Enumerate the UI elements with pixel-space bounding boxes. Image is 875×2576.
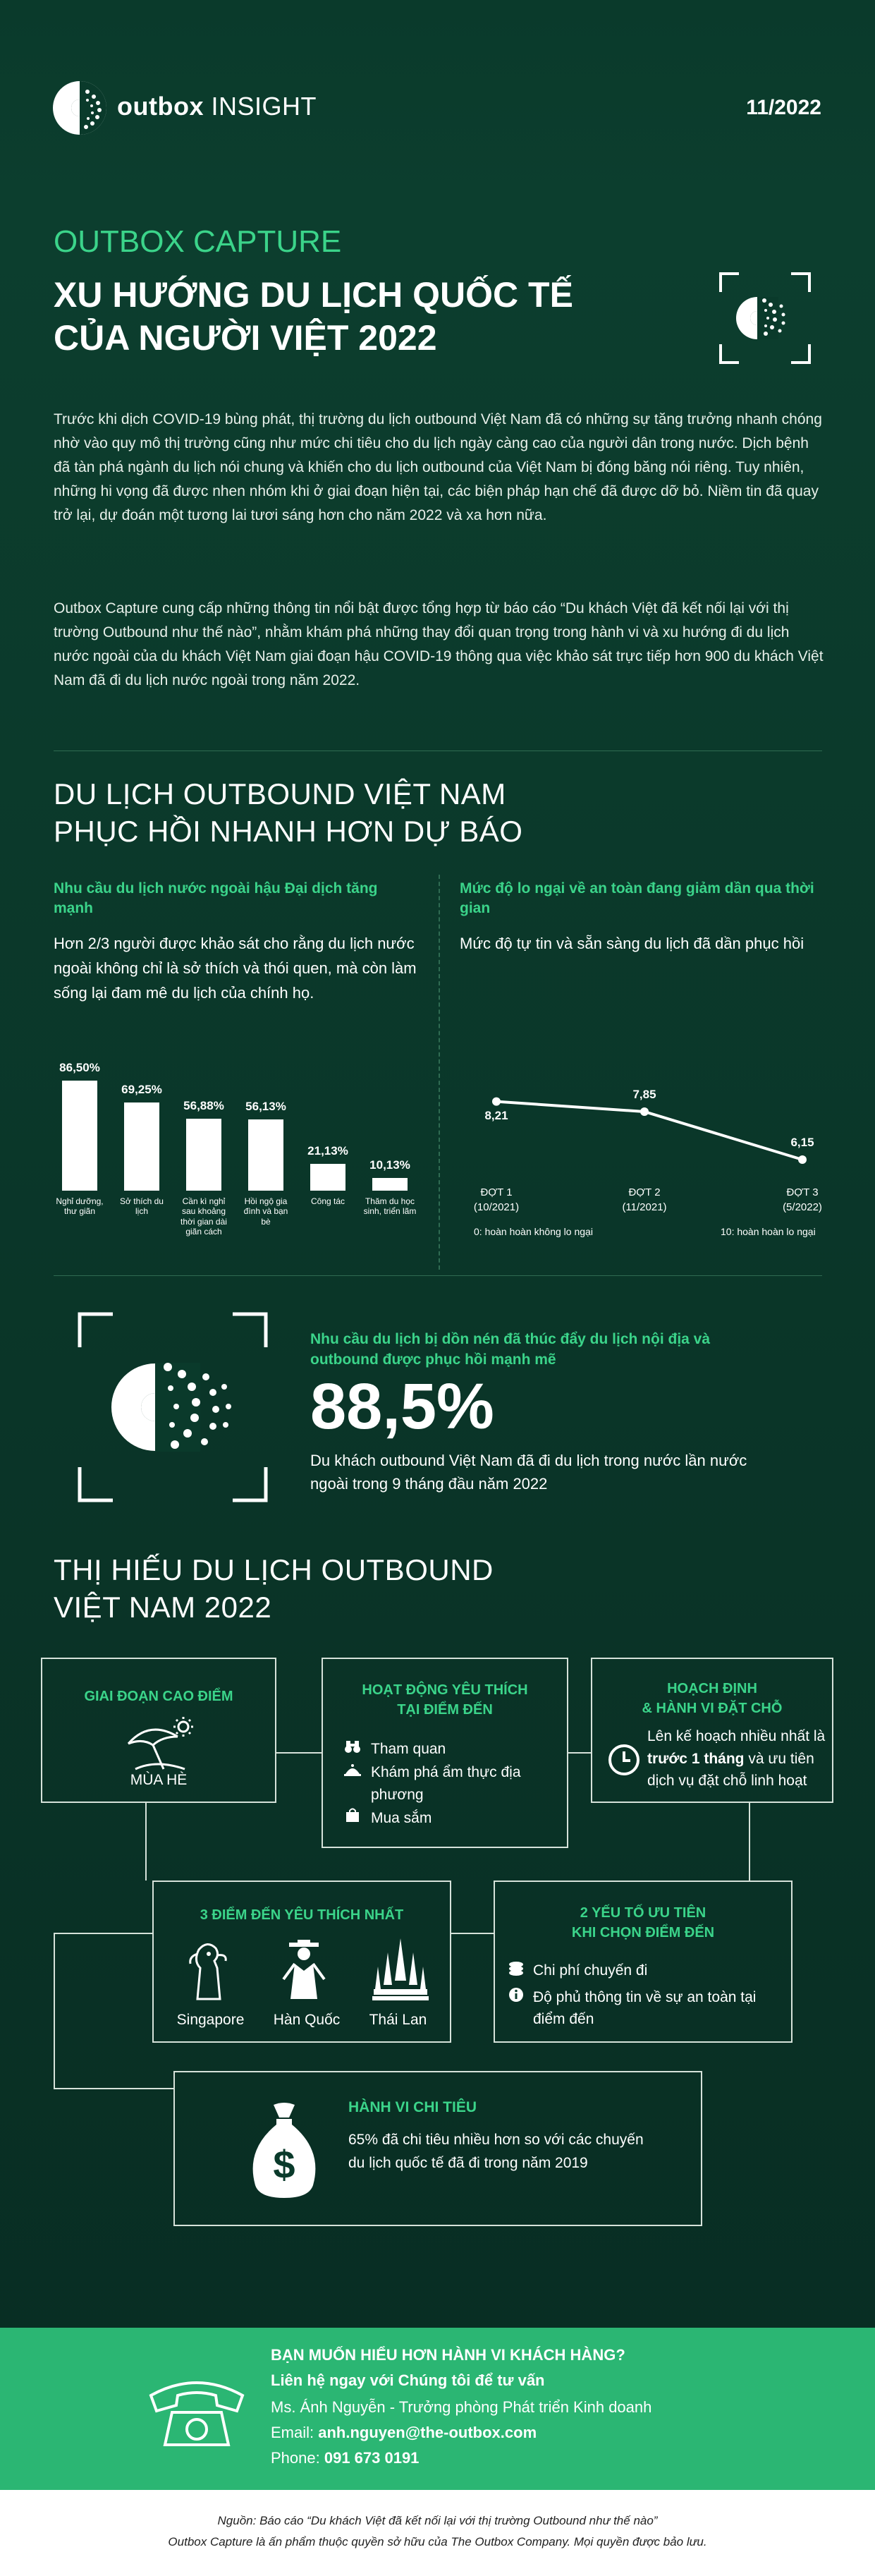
bar [310,1164,345,1191]
intro-paragraph-2: Outbox Capture cung cấp những thông tin nổi bật được tổng hợp từ báo cáo “Du khách Việt đã kết nối lại với thị trường Outbound như thế nào”, nhằm khám phá những thay đổi quan trọng trong hành vi và xu hướng đi du lịch nước ngoài của du khách Việt Nam giai đoạn hậu COVID-19 thông qua việc khảo sát trực tiếp hơn 900 du khách Việt Nam đã đi du lịch nước ngoài trong năm 2022. [54,600,824,689]
peak-label: MÙA HÈ [130,1772,188,1788]
cta-subline: Liên hệ ngay với Chúng tôi để tư vấn [271,2371,545,2389]
demand-body: Hơn 2/3 người được khảo sát cho rằng du lịch nước ngoài không chỉ là sở thích và thói quen, mà còn làm sống lại đam mê du lịch của chính họ. [54,935,417,1002]
category-label: ĐỢT 3 (5/2022) [783,1186,822,1213]
page-title [54,274,573,360]
email-link[interactable]: anh.nguyen@the-outbox.com [318,2424,537,2441]
frame-logo-icon [719,272,811,364]
brand-name [117,92,317,121]
planning-text-a: Lên kế hoạch nhiều nhất là [647,1728,826,1744]
connector [749,1803,750,1881]
bar-value-label: 10,13% [369,1158,410,1172]
activity-label: Mua sắm [371,1809,432,1826]
category-label: ĐỢT 2 (11/2021) [622,1186,667,1213]
phone-label: Phone: [271,2449,324,2467]
clock-icon [608,1744,640,1776]
bar-value-label: 56,88% [183,1098,224,1112]
coins-icon [508,1960,525,1983]
section1-title-line1: DU LỊCH OUTBOUND VIỆT NAM [54,777,506,810]
page-title-line1: XU HƯỚNG DU LỊCH QUỐC TẾ [54,275,573,315]
beach-umbrella-icon [121,1715,199,1772]
peak-heading: GIAI ĐOẠN CAO ĐIỂM [84,1689,233,1704]
demand-heading: Nhu cầu du lịch nước ngoài hậu Đại dịch tăng mạnh [54,880,378,917]
stat-body: Du khách outbound Việt Nam đã đi du lịch trong nước lần nước ngoài trong 9 tháng đầu năm 2022 [310,1452,747,1493]
activities-heading-line1: HOẠT ĐỘNG YÊU THÍCH [362,1682,528,1698]
factors-card [494,1881,793,2043]
issue-date: 11/2022 [746,96,821,119]
data-point [640,1107,649,1116]
category-label: ĐỢT 1 (10/2021) [473,1186,520,1213]
data-point [492,1098,501,1106]
list-item [344,1807,554,1830]
cta-email-row [271,2424,537,2442]
safety-heading: Mức độ lo ngại về an toàn đang giảm dần qua thời gian [460,880,814,917]
bar [248,1119,283,1191]
info-icon [508,1986,525,2031]
bar-category-label: Thăm du học sinh, triển lãm [363,1196,417,1217]
spending-card [173,2071,702,2226]
section2-title [54,1552,494,1626]
divider [54,1275,822,1276]
point-value-label: 7,85 [632,1088,656,1101]
connector [54,1933,152,1934]
destination-label: Singapore [176,2012,245,2028]
purpose-bar-chart [47,1044,441,1241]
footer [0,2490,875,2576]
destinations-card [152,1881,451,2043]
factor-label: Chi phí chuyến đi [533,1962,648,1979]
scale-low-note: 0: hoàn hoàn không lo ngại [474,1226,593,1237]
cta-headline: BẠN MUỐN HIỂU HƠN HÀNH VI KHÁCH HÀNG? [271,2346,625,2364]
planning-card [591,1658,833,1803]
series-line [496,1102,802,1160]
list-item [344,1738,554,1761]
connector [54,1933,55,2089]
food-cloche-icon [344,1761,361,1807]
destination-label: Hàn Quốc [273,2012,341,2028]
bar-category-label: Hồi ngộ gia đình và bạn bè [243,1196,288,1227]
safety-body: Mức độ tự tin và sẵn sàng du lịch đã dần phục hồi [460,935,804,952]
data-point [798,1155,807,1164]
section1-title [54,776,522,850]
bar-category-label: Công tác [310,1196,345,1206]
spending-body: 65% đã chi tiêu nhiều hơn so với các chuyến du lịch quốc tế đã đi trong năm 2019 [348,2132,644,2171]
destinations-heading: 3 ĐIỂM ĐẾN YÊU THÍCH NHẤT [200,1907,404,1923]
factors-heading [495,1903,791,1943]
planning-heading-line1: HOẠCH ĐỊNH [667,1681,757,1696]
brand-prefix: outbox [117,92,204,121]
factor-label: Độ phủ thông tin về sự an toàn tại điểm đến [533,1988,757,2027]
footer-copyright: Outbox Capture là ấn phẩm thuộc quyền sở hữu của The Outbox Company. Mọi quyền được bảo lưu. [168,2535,707,2548]
cta-banner [0,2328,875,2490]
bar [62,1081,97,1191]
shopping-bag-icon [344,1807,361,1830]
bar [124,1102,159,1191]
bar-category-label: Sở thích du lịch [120,1196,164,1217]
destination-label: Thái Lan [369,2012,427,2028]
spending-heading: HÀNH VI CHI TIÊU [348,2099,477,2115]
hero-kicker: OUTBOX CAPTURE [54,224,342,259]
korean-figure-icon [279,1940,329,2000]
destinations-list [154,2012,450,2029]
stat-value: 88,5% [310,1371,494,1442]
svg-text:$: $ [273,2142,295,2187]
section2-title-line1: THỊ HIẾU DU LỊCH OUTBOUND [54,1553,494,1586]
scale-high-note: 10: hoàn hoàn lo ngại [721,1226,816,1237]
intro-paragraph-1: Trước khi dịch COVID-19 bùng phát, thị trường du lịch outbound Việt Nam đã có những sự tăng trưởng nhanh chóng nhờ vào quy mô thị trường cũng như mức chi tiêu cho du lịch ngày càng cao của người dân trong nước. Dịch bệnh đã tàn phá ngành du lịch nói chung và khiến cho du lịch outbound của Việt Nam bị đóng băng nói riêng. Tuy nhiên, những hi vọng đã được nhen nhóm khi ở giai đoạn hiện tại, các biện pháp hạn chế đã được dỡ bỏ. Niềm tin đã quay trở lại, dự đoán một tương lai tươi sáng hơn cho năm 2022 và xa hơn nữa. [54,411,822,524]
factors-heading-line2: KHI CHỌN ĐIỂM ĐẾN [571,1925,715,1940]
activities-heading [323,1680,567,1720]
connector [568,1752,591,1754]
connector [276,1752,322,1754]
bar-value-label: 69,25% [121,1083,162,1097]
connector [451,1933,494,1934]
list-item [344,1761,554,1807]
planning-text [647,1725,828,1792]
list-item [508,1960,783,1983]
thai-temple-icon [372,1938,429,2000]
section1-title-line2: PHỤC HỒI NHANH HƠN DỰ BÁO [54,814,523,848]
planning-text-b: và ưu tiên dịch vụ đặt chỗ linh hoạt [647,1750,814,1789]
list-item [508,1986,783,2031]
activity-label: Khám phá ẩm thực địa phương [371,1763,521,1804]
outbox-logo-icon [51,79,109,137]
activities-list [344,1738,554,1830]
bar-value-label: 56,13% [245,1099,286,1113]
peak-season-card [41,1658,276,1803]
footer-source: Nguồn: Báo cáo “Du khách Việt đã kết nối lại với thị trường Outbound như thế nào” [217,2514,658,2527]
brand-suffix: INSIGHT [211,92,317,121]
point-value-label: 8,21 [484,1108,508,1122]
bar-value-label: 86,50% [59,1061,100,1075]
point-value-label: 6,15 [790,1136,814,1149]
stat-heading: Nhu cầu du lịch bị dồn nén đã thúc đẩy du lịch nội địa và outbound được phục hồi mạnh mẽ [310,1331,711,1368]
merlion-icon [183,1940,233,2000]
bar-category-label: Nghỉ dưỡng, thư giãn [56,1196,104,1217]
section2-title-line2: VIỆT NAM 2022 [54,1590,272,1624]
bar-category-label: Cần kì nghỉ sau khoảng thời gian dài giãn cách [180,1196,227,1237]
planning-text-bold: trước 1 tháng [647,1750,745,1767]
bar-value-label: 21,13% [307,1143,348,1158]
bar [372,1178,408,1191]
phone-link[interactable]: 091 673 0191 [324,2449,420,2467]
cta-contact: Ms. Ánh Nguyễn - Trưởng phòng Phát triển Kinh doanh [271,2398,652,2416]
factors-heading-line1: 2 YẾU TỐ ƯU TIÊN [580,1905,706,1921]
connector [54,2088,173,2089]
frame-logo-icon [78,1312,268,1502]
email-label: Email: [271,2424,319,2441]
activity-label: Tham quan [371,1741,446,1757]
bar [186,1119,221,1191]
binoculars-icon [344,1738,361,1761]
page-title-line2: CỦA NGƯỜI VIỆT 2022 [54,318,437,358]
activities-card [322,1658,568,1848]
factors-list [508,1960,783,2031]
connector [145,1803,147,1881]
planning-heading [592,1679,832,1718]
activities-heading-line2: TẠI ĐIỂM ĐẾN [397,1702,493,1718]
planning-heading-line2: & HÀNH VI ĐẶT CHỖ [642,1701,783,1716]
cta-phone-row [271,2449,419,2467]
phone-icon [144,2374,250,2452]
money-bag-icon [245,2101,323,2199]
